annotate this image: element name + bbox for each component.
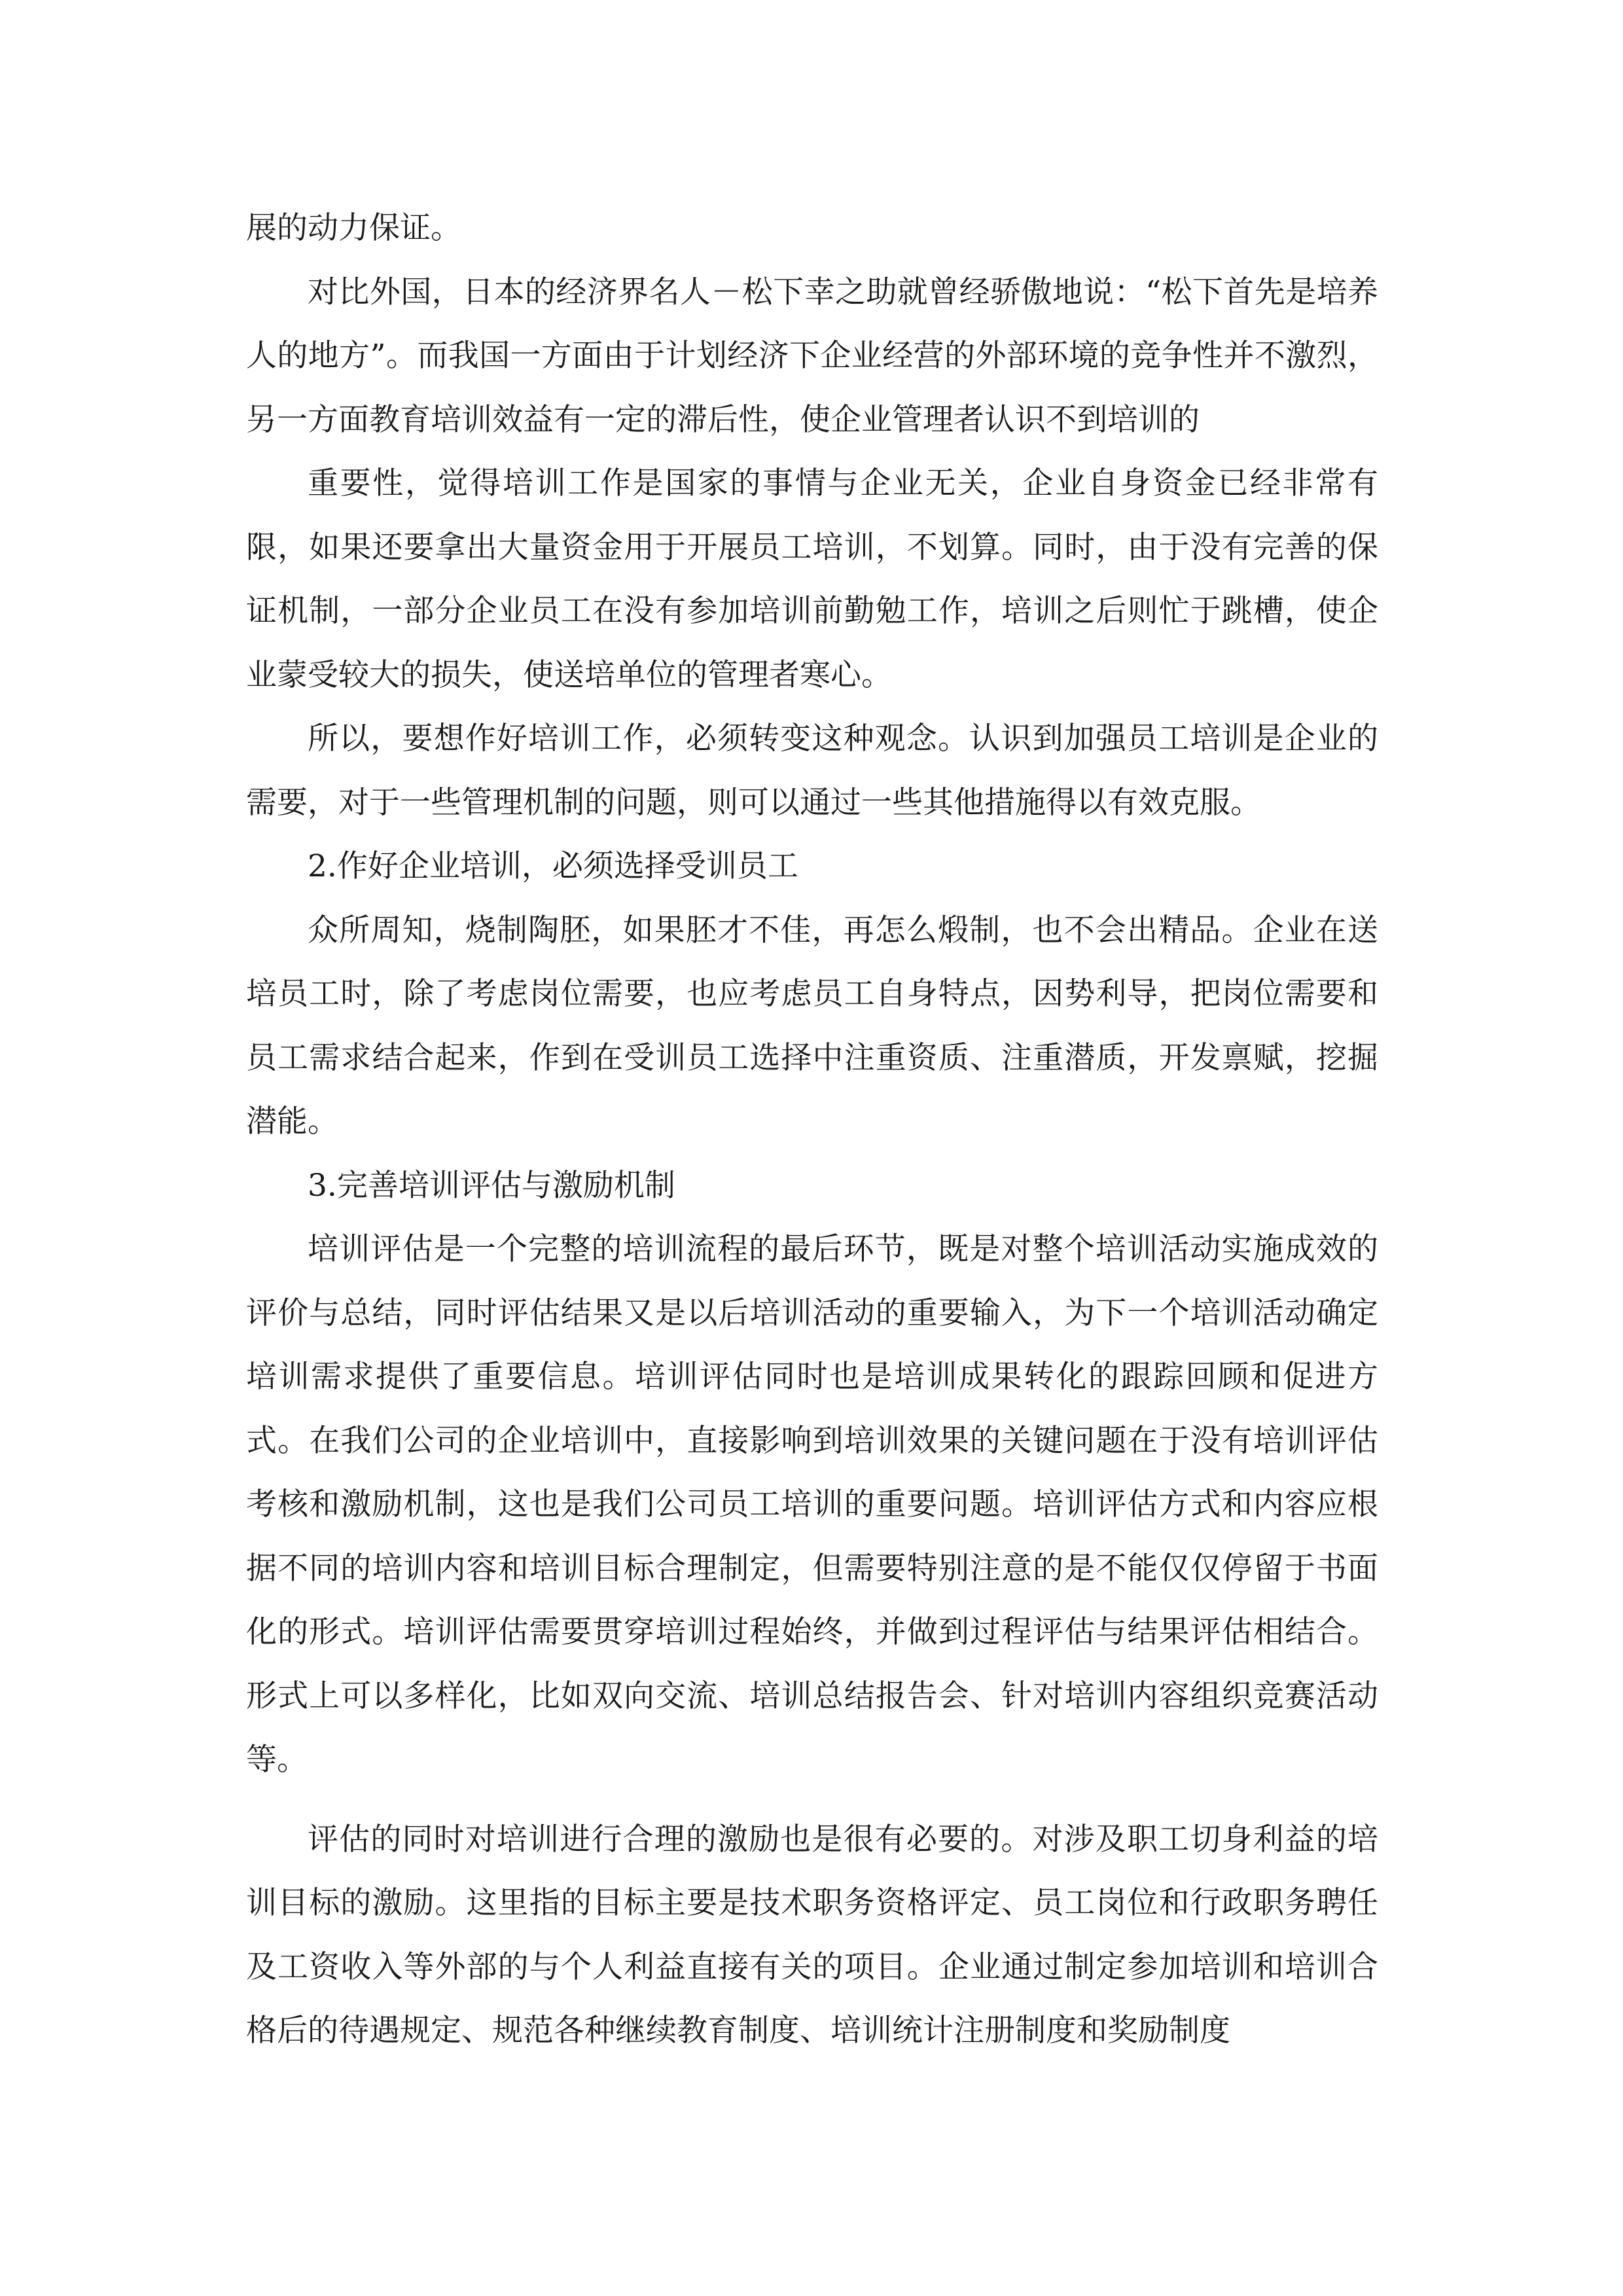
paragraph-incentives: 评估的同时对培训进行合理的激励也是很有必要的。对涉及职工切身利益的培训目标的激励。这里指的目标主要是技术职务资格评定、员工岗位和行政职务聘任及工资收入等外部的与个人利益直接有关的项目。企业通过制定参加培训和培训合格后的待遇规定、规范各种继续教育制度、培训统计注册制度和奖励制度	[246, 1821, 1378, 2049]
paragraph-matsushita: 对比外国，日本的经济界名人－松下幸之助就曾经骄傲地说：“松下首先是培养人的地方”。而我国一方面由于计划经济下企业经营的外部环境的竞争性并不激烈，另一方面教育培训效益有一定的滞后性，使企业管理者认识不到培训的	[246, 274, 1378, 438]
section-heading-3: 3.完善培训评估与激励机制	[308, 1167, 675, 1204]
paragraph-change-concept: 所以，要想作好培训工作，必须转变这种观念。认识到加强员工培训是企业的需要，对于一些管理机制的问题，则可以通过一些其他措施得以有效克服。	[246, 721, 1378, 821]
section-heading-2: 2.作好企业培训，必须选择受训员工	[308, 848, 798, 884]
paragraph-training-evaluation: 培训评估是一个完整的培训流程的最后环节，既是对整个培训活动实施成效的评价与总结，同时评估结果又是以后培训活动的重要输入，为下一个培训活动确定培训需求提供了重要信息。培训评估同时也是培训成果转化的跟踪回顾和促进方式。在我们公司的企业培训中，直接影响到培训效果的关键问题在于没有培训评估考核和激励机制，这也是我们公司员工培训的重要问题。培训评估方式和内容应根据不同的培训内容和培训目标合理制定，但需要特别注意的是不能仅仅停留于书面化的形式。培训评估需要贯穿培训过程始终，并做到过程评估与结果评估相结合。形式上可以多样化，比如双向交流、培训总结报告会、针对培训内容组织竞赛活动等。	[246, 1231, 1378, 1778]
document-body	[246, 196, 1378, 2063]
paragraph-continuation: 展的动力保证。	[246, 210, 461, 246]
paragraph-importance: 重要性，觉得培训工作是国家的事情与企业无关，企业自身资金已经非常有限，如果还要拿出大量资金用于开展员工培训，不划算。同时，由于没有完善的保证机制，一部分企业员工在没有参加培训前勤勉工作，培训之后则忙于跳槽，使企业蒙受较大的损失，使送培单位的管理者寒心。	[246, 465, 1378, 693]
paragraph-select-trainees: 众所周知，烧制陶胚，如果胚才不佳，再怎么煅制，也不会出精品。企业在送培员工时，除了考虑岗位需要，也应考虑员工自身特点，因势利导，把岗位需要和员工需求结合起来，作到在受训员工选择中注重资质、注重潜质，开发禀赋，挖掘潜能。	[246, 912, 1378, 1139]
